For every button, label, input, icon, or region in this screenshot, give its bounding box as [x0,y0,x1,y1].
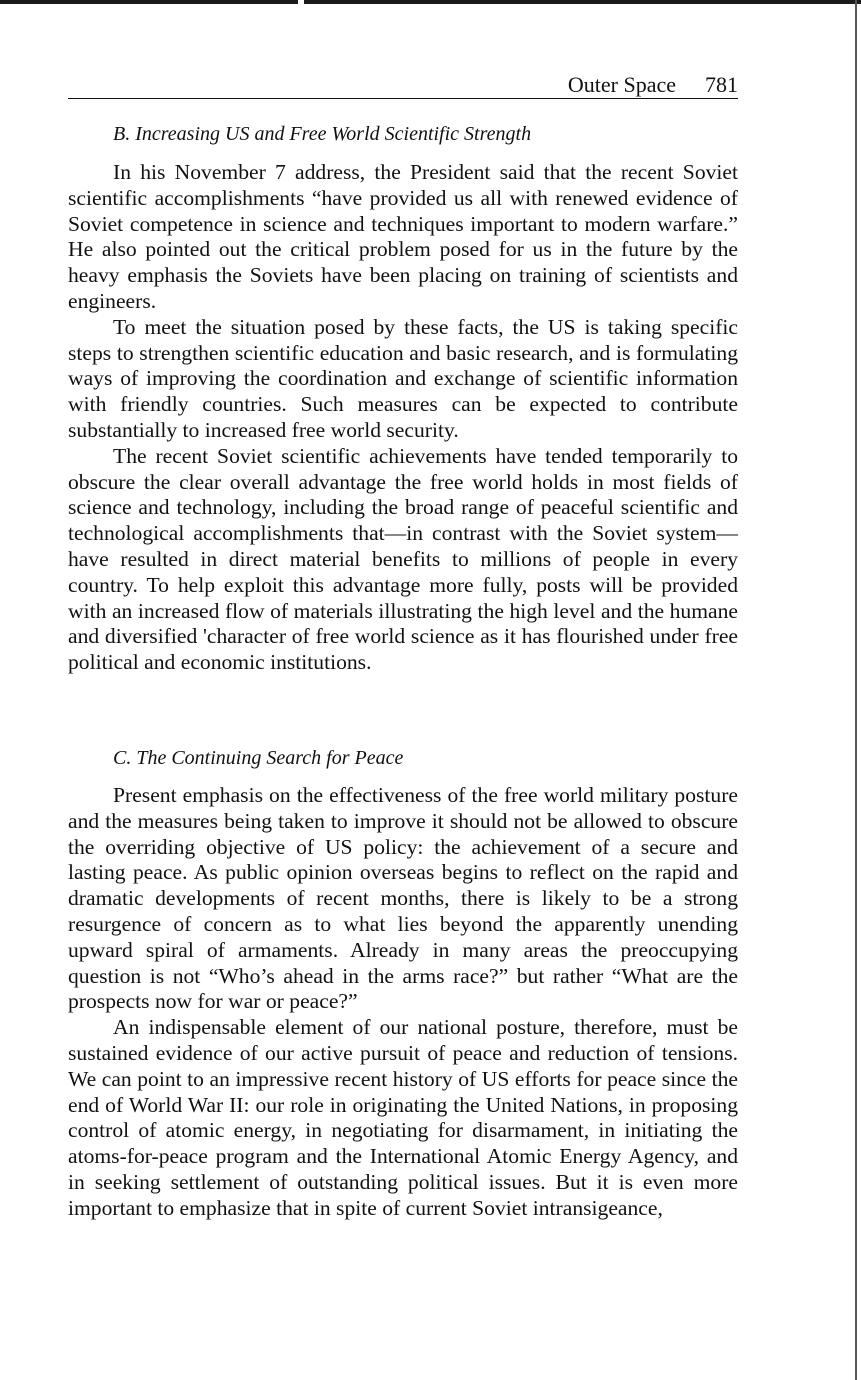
paragraph: To meet the situation posed by these facts, the US is taking specific steps to strengthen scientific education and basic research, and is formulating ways of improving the coordination and exchange of scientific information with friendly countries. Such measures can be expected to contribute substantially to increased free world security. [68,314,738,442]
section-c-heading: C. The Continuing Search for Peace [113,747,404,769]
paragraph: The recent Soviet scientific achievements have tended temporarily to obscure the clear overall advantage the free world holds in most fields of science and technology, including the broad range of peaceful scientific and technological accomplishments that—in contrast with the Soviet system—have resulted in direct material benefits to millions of people in every country. To help exploit this advantage more fully, posts will be provided with an increased flow of materials illustrating the high level and the humane and diversified 'character of free world science as it has flourished under free political and economic institutions. [68,443,738,675]
paragraph: An indispensable element of our national posture, therefore, must be sustained evidence of our active pursuit of peace and reduction of tensions. We can point to an impressive recent history of US efforts for peace since the end of World War II: our role in originating the United Nations, in proposing control of atomic energy, in negotiating for disarmament, in initiating the atoms-for-peace program and the International Atomic Energy Agency, and in seeking settlement of outstanding political issues. But it is even more important to emphasize that in spite of current Soviet intransigeance, [68,1015,738,1220]
top-border-rule [0,0,861,4]
paragraph: In his November 7 address, the President said that the recent Soviet scientific accomplishments “have provided us all with renewed evidence of Soviet competence in science and techniques important to modern warfare.” He also pointed out the critical problem posed for us in the future by the heavy emphasis the Soviets have been placing on training of scientists and engineers. [68,160,738,313]
running-head [68,72,738,99]
running-head-title: Outer Space [567,72,676,97]
section-b-body [68,160,738,676]
section-c-body [68,783,738,1222]
section-b-heading: B. Increasing US and Free World Scientific Strength [113,123,532,145]
page-number: 781 [705,72,738,97]
paragraph: Present emphasis on the effectiveness of the free world military posture and the measures being taken to improve it should not be allowed to obscure the overriding objective of US policy: the achievement of a secure and lasting peace. As public opinion overseas begins to reflect on the rapid and dramatic developments of recent months, there is likely to be a strong resurgence of concern as to what lies beyond the apparently unending upward spiral of armaments. Already in many areas the preoccupying question is not “Who’s ahead in the arms race?” but rather “What are the prospects now for war or peace?” [68,783,738,1014]
page-edge-shadow [855,0,857,1380]
